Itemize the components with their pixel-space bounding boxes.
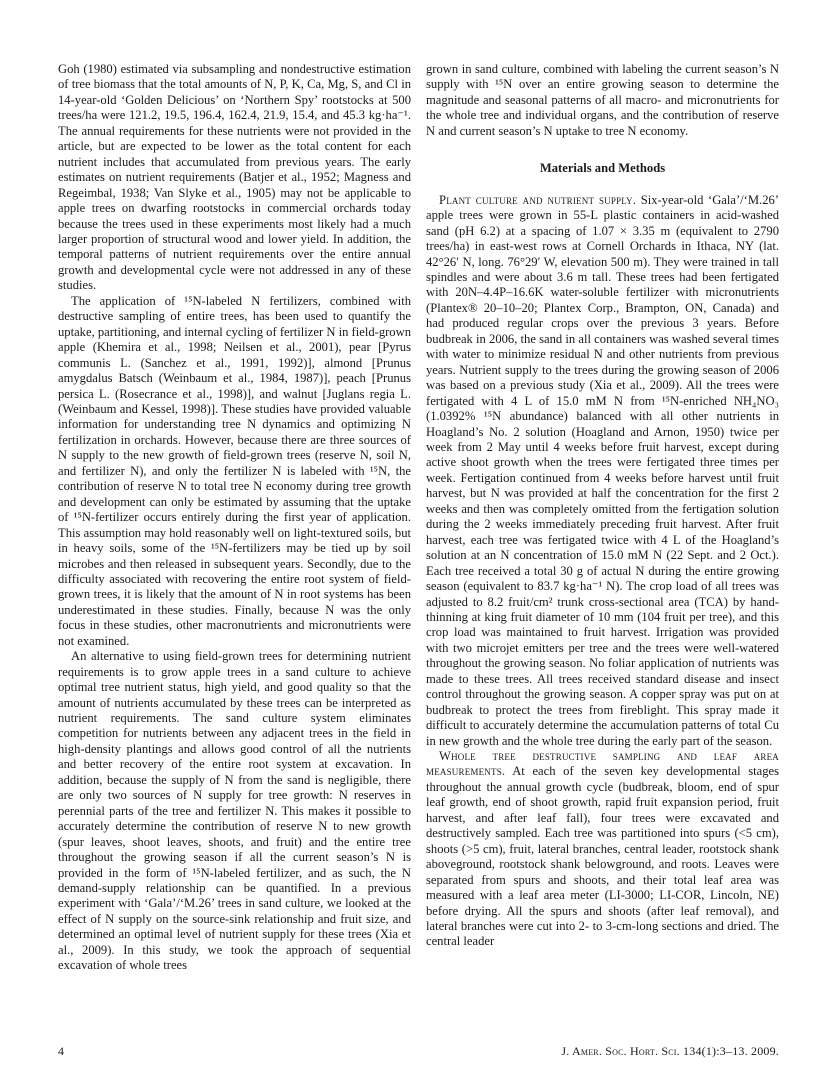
paragraph-15n-labeled-fertilizers: The application of ¹⁵N-labeled N fertilizers, combined with destructive sampling of entire trees, has been used to quantify the uptake, partitioning, and internal cycling of fertilizer N in field-grown apple (Khemira et al., 1998; Neilsen et al., 2001), pear [Pyrus communis L. (Sanchez et al., 1991, 1992)], almond [Prunus amygdalus Batsch (Weinbaum et al., 1984, 1987)], peach [Prunus persica L. (Rosecrance et al., 1998)], and walnut [Juglans regia L. (Weinbaum and Kessel, 1998)]. These studies have provided valuable information for understanding tree N dynamics and optimizing N fertilization in orchards. However, because there are three sources of N supply to the new growth of field-grown trees (reserve N, soil N, and fertilizer N), and only the fertilizer N is labeled with ¹⁵N, the contribution of reserve N to total tree N economy during tree growth and development can only be estimated by assuming that the uptake of ¹⁵N-fertilizer occurs entirely during the first year of application. This assumption may hold reasonably well on light-textured soils, but in heavy soils, some of the ¹⁵N-fertilizers may be tied up by soil microbes and then released in subsequent years. Secondly, due to the difficulty associated with recovering the entire root system of field-grown trees, it is likely that the amount of N in root systems has been underestimated in these studies. Finally, because N was the only focus in these studies, other macronutrients and micronutrients were not examined. (58, 293, 411, 648)
page-number: 4 (58, 1044, 64, 1058)
left-column (58, 62, 411, 974)
section-heading-materials-methods: Materials and Methods (539, 161, 666, 176)
paragraph-destructive-sampling (426, 749, 779, 950)
runin-heading-plant-culture: Plant culture and nutrient supply. (439, 192, 637, 207)
paragraph-plant-culture (426, 193, 779, 749)
paragraph-destructive-sampling-body: At each of the seven key developmental stages throughout the annual growth cycle (budbreak, bloom, end of spur leaf growth, end of shoot growth, rapid fruit expansion period, fruit harvest, and after leaf fall), four trees were excavated and destructively sampled. Each tree was partitioned into spurs (<5 cm), shoots (>5 cm), fruit, lateral branches, central leader, rootstock shank aboveground, rootstock shank belowground, and roots. Leaves were separated from spurs and shoots, and their total leaf area was measured with a leaf area meter (LI-3000; LI-COR, Lincoln, NE) before drying. All the spurs and shoots (after leaf removal), and lateral branches were cut into 2- to 3-cm-long sections and dried. The central leader (426, 764, 779, 949)
paragraph-intro-continued: grown in sand culture, combined with labeling the current season’s N supply with ¹⁵N over an entire growing season to determine the magnitude and seasonal patterns of all macro- and micronutrients for the whole tree and individual organs, and the contribution of reserve N and current season’s N uptake to tree N economy. (426, 62, 779, 138)
right-column (426, 62, 779, 950)
paragraph-sand-culture-alternative: An alternative to using field-grown trees for determining nutrient requirements is to grow apple trees in a sand culture to achieve optimal tree nutrient status, high yield, and good quality so that the amount of nutrients accumulated by these trees can be interpreted as nutrient requirements. The sand culture system eliminates competition for nutrients between any adjacent trees in the field in high-density plantings and allows good control of all the nutrients and better recovery of the entire root system at excavation. In addition, because the supply of N from the sand is negligible, there are only two sources of N supply for tree growth: N reserves in perennial parts of the tree and fertilizer N. This makes it possible to accurately determine the contribution of reserve N to new growth (spur leaves, shoot leaves, shoots, and fruit) and the entire tree throughout the growing season if all the current season’s N is provided in the form of ¹⁵N-labeled fertilizer, and as such, the N demand-supply relationship can be quantified. In a previous experiment with ‘Gala’/‘M.26’ trees in sand culture, we looked at the effect of N supply on the source-sink relationship and fruit size, and determined an optimal level of nutrient supply for these trees (Xia et al., 2009). In this study, we took the approach of sequential excavation of whole trees (58, 649, 411, 973)
paragraph-plant-culture-body: Six-year-old ‘Gala’/‘M.26’ apple trees were grown in 55-L plastic containers in acid-washed sand (pH 6.2) at a spacing of 1.07 × 3.35 m (equivalent to 2790 trees/ha) in east-west rows at Cornell Orchards in Ithaca, NY (lat. 42°26′ N, long. 76°29′ W, elevation 500 m). They were trained in tall spindles and were about 3.6 m tall. These trees had been fertigated with 20N–4.4P–16.6K water-soluble fertilizer with micronutrients (Plantex® 20–10–20; Plantex Corp., Brampton, ON, Canada) and had produced regular crops over the previous 3 years. Before budbreak in 2006, the sand in all containers was washed several times with water to minimize residual N and other nutrients from previous years. Nutrient supply to the trees during the growing season of 2006 was based on a previous study (Xia et al., 2009). All the trees were fertigated with 4 L of 15.0 mM N from ¹⁵N-enriched NH₄NO₃ (1.0392% ¹⁵N abundance) balanced with all other nutrients in Hoagland’s No. 2 solution (Hoagland and Arnon, 1950) twice per week from 2 May until 4 weeks before fruit harvest, except during active shoot growth when the trees were fertigated three times per week. Fertigation continued from 4 weeks before harvest until fruit harvest, but N was provided at half the concentration for the first 2 weeks and then was completely omitted from the fertigation solution during the 2 weeks immediately preceding fruit harvest. After fruit harvest, each tree was fertigated twice with 4 L of the Hoagland’s solution at an N concentration of 15.0 mM N (22 Sept. and 2 Oct.). Each tree received a total 30 g of actual N during the entire growing season (equivalent to 83.7 kg·ha⁻¹ N). The crop load of all trees was adjusted to 8.2 fruit/cm² trunk cross-sectional area (TCA) by hand-thinning at king fruit diameter of 10 mm (104 fruit per tree), and this crop load was maintained to fruit harvest. Irrigation was provided with two microjet emitters per tree and the trees were well-watered throughout the growing season. No foliar application of nutrients was made to these trees. All trees received standard disease and insect control throughout the growing season. A copper spray was put on at budbreak to protect the trees from fireblight. This spray made it difficult to accurately determine the accumulation patterns of total Cu in new growth and the whole tree during the early part of the season. (426, 192, 779, 748)
paragraph-goh-estimates: Goh (1980) estimated via subsampling and nondestructive estimation of tree biomass that the total amounts of N, P, K, Ca, Mg, S, and Cl in 14-year-old ‘Golden Delicious’ on ‘Northern Spy’ rootstocks at 500 trees/ha were 121.2, 19.5, 196.4, 162.4, 21.9, 15.4, and 45.3 kg·ha⁻¹. The annual requirements for these nutrients were not provided in the article, but are expected to be lower as the total content for each nutrient includes that accumulated from previous years. The early estimates on nutrient requirements (Batjer et al., 1952; Magness and Regeimbal, 1938; Van Slyke et al., 1905) may not be applicable to apple trees on dwarfing rootstocks in commercial orchards today because the trees used in these experiments most likely had a much larger proportion of structural wood and lower yield. In addition, the temporal patterns of nutrient requirements over the entire annual growth and developmental cycle were not addressed in any of these studies. (58, 62, 411, 293)
journal-citation: J. Amer. Soc. Hort. Sci. 134(1):3–13. 2009. (561, 1044, 779, 1058)
runin-heading-destructive-sampling: Whole tree destructive sampling and leaf area measurements. (426, 749, 779, 779)
